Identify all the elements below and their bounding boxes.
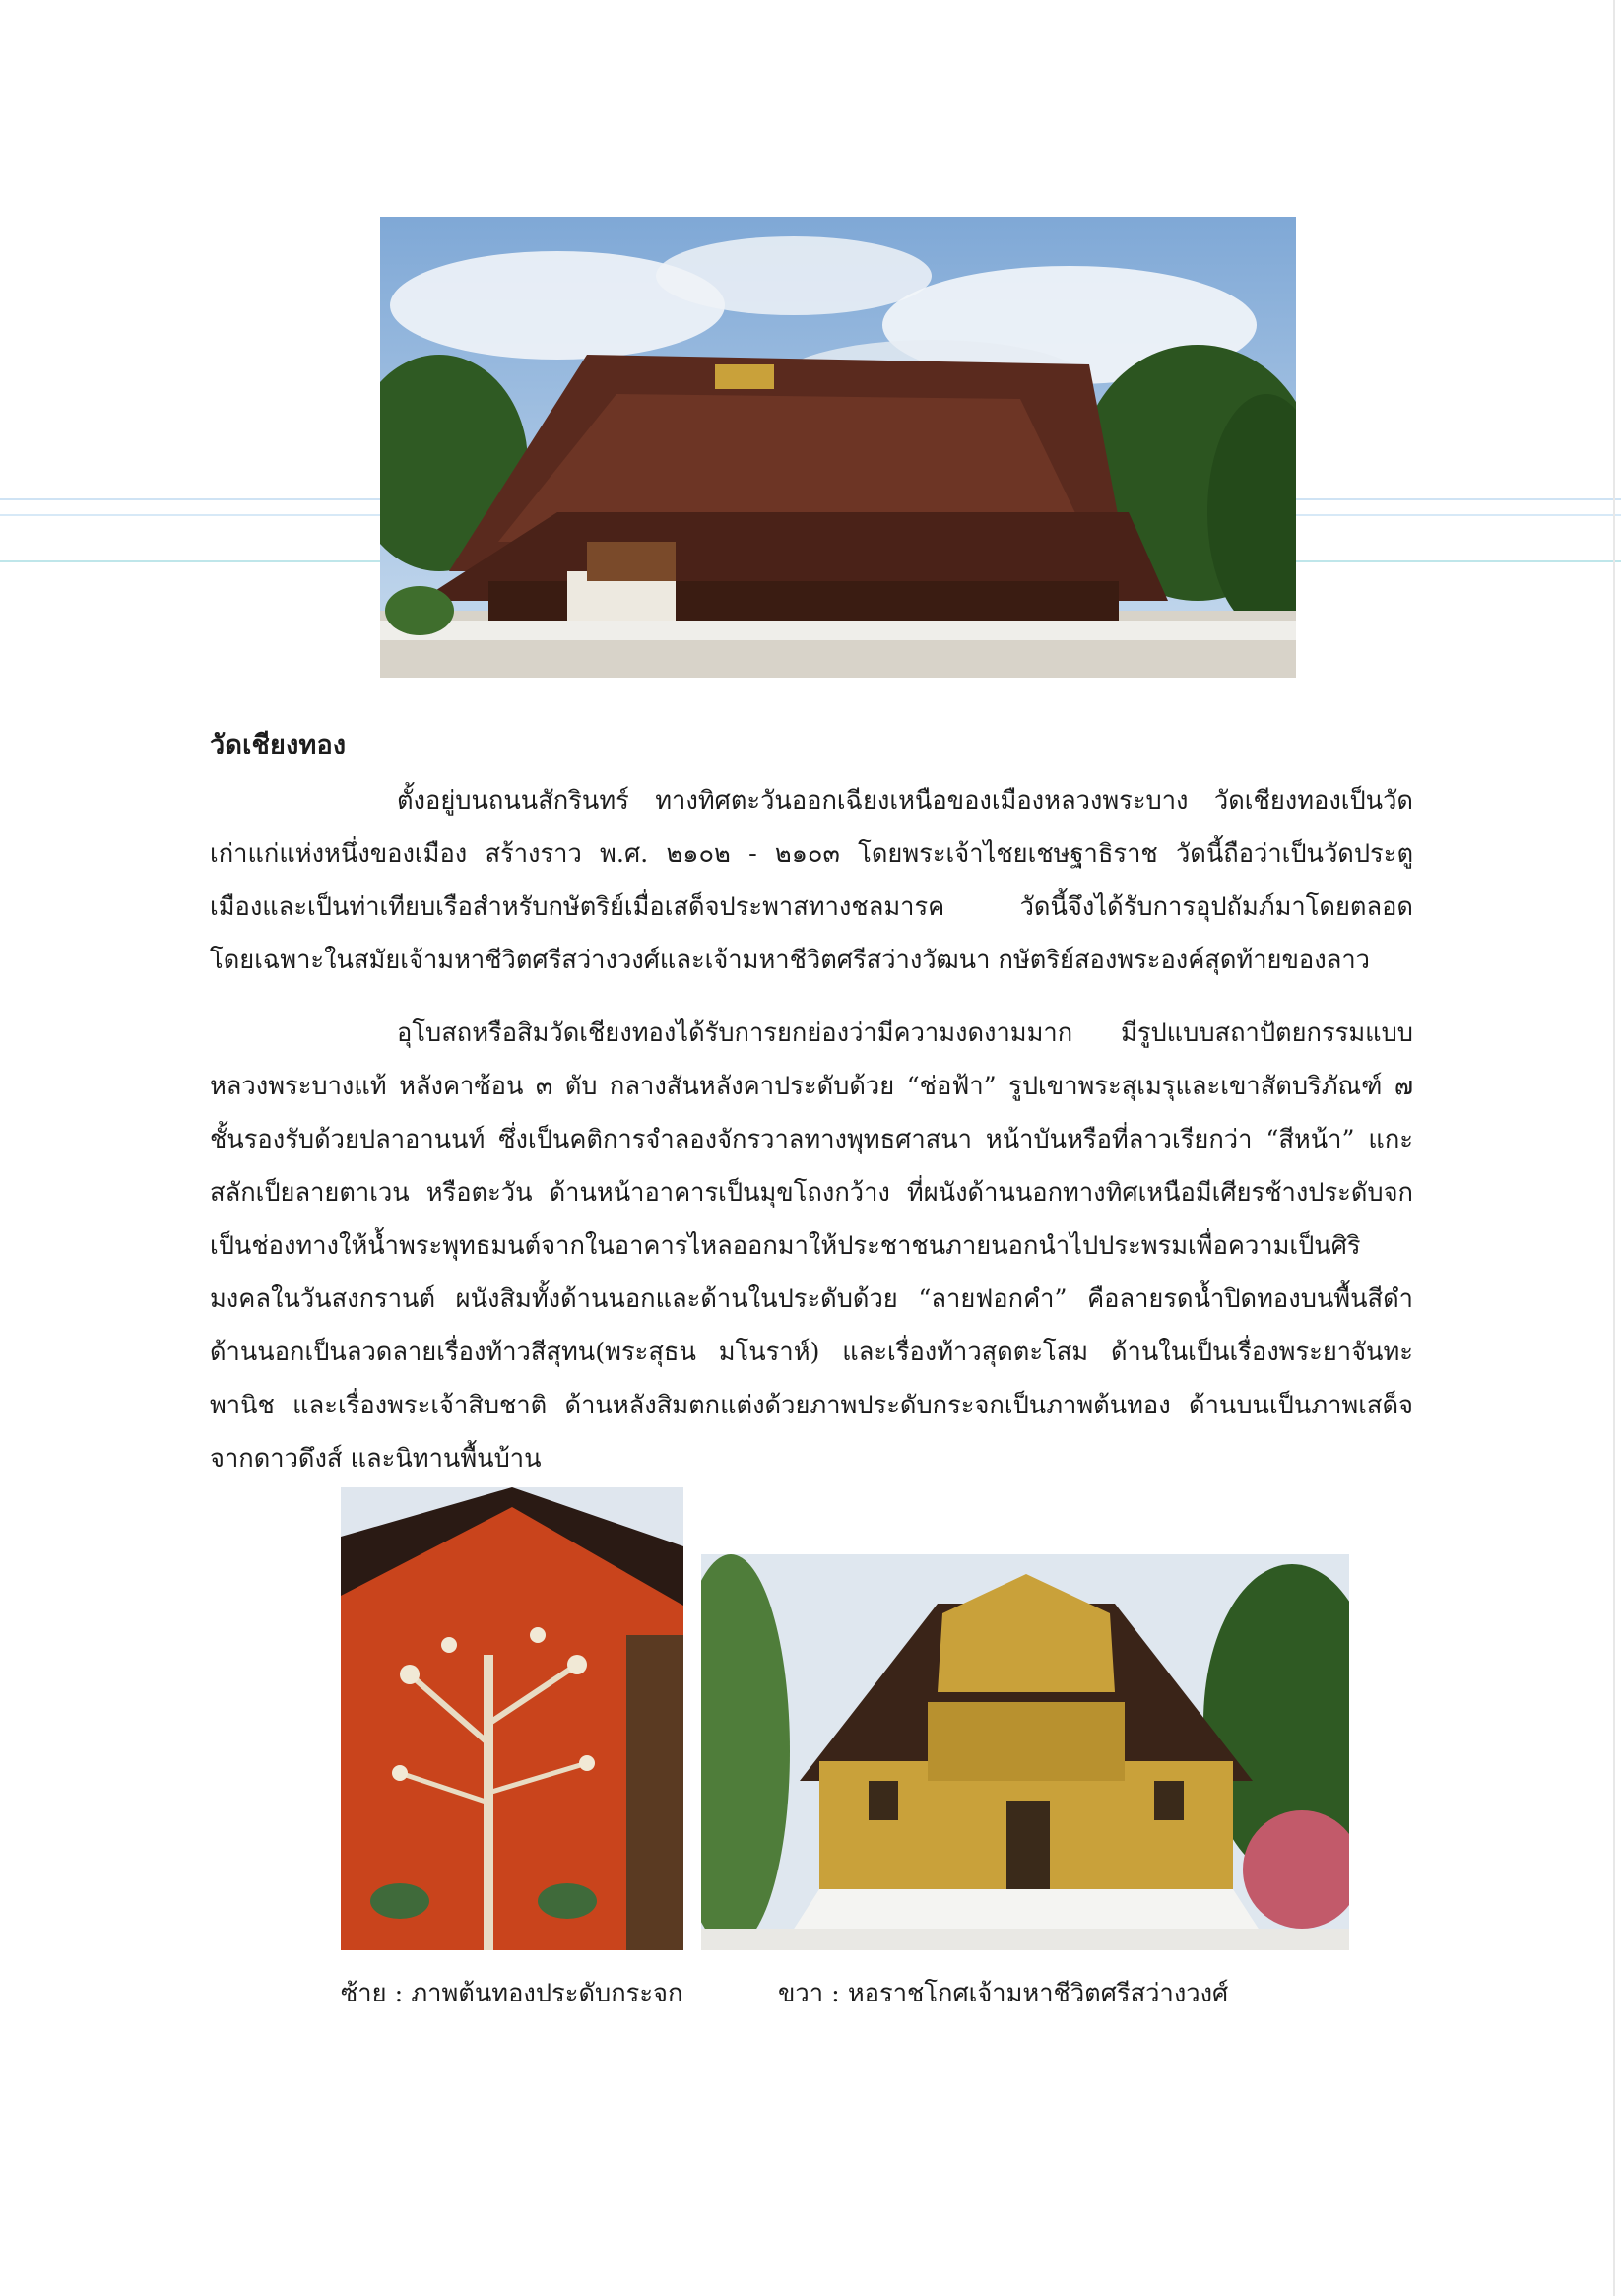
paragraph-line: โดยเฉพาะในสมัยเจ้ามหาชีวิตศรีสว่างวงศ์และเจ้ามหาชีวิตศรีสว่างวัฒนา กษัตริย์สองพระองค์สุดท้ายของลาว — [210, 946, 1370, 975]
paragraph-2 — [210, 1007, 1413, 1485]
paragraph-line: เมืองและเป็นท่าเทียบเรือสำหรับกษัตริย์เมื่อเสด็จประพาสทางชลมารค วัดนี้จึงได้รับการอุปถัมภ์มาโดยตลอด — [210, 892, 1413, 922]
paragraph-line: จากดาวดึงส์ และนิทานพื้นบ้าน — [210, 1444, 542, 1474]
mosaic-photo — [341, 1487, 683, 1950]
paragraph-line: มงคลในวันสงกรานต์ ผนังสิมทั้งด้านนอกและด้านในประดับด้วย “ลายฟอกคำ” คือลายรดน้ำปิดทองบนพื้นสีดำ — [210, 1284, 1413, 1314]
paragraph-line: ตั้งอยู่บนถนนสักรินทร์ ทางทิศตะวันออกเฉียงเหนือของเมืองหลวงพระบาง วัดเชียงทองเป็นวัด — [397, 786, 1413, 816]
paragraph-1 — [210, 774, 1413, 987]
paragraph-line: พานิช และเรื่องพระเจ้าสิบชาติ ด้านหลังสิมตกแต่งด้วยภาพประดับกระจกเป็นภาพต้นทอง ด้านบนเป็นภาพเสด็จ — [210, 1391, 1413, 1420]
paragraph-line: ชั้นรองรับด้วยปลาอานนท์ ซึ่งเป็นคติการจำลองจักรวาลทางพุทธศาสนา หน้าบันหรือที่ลาวเรียกว่า “สีหน้า” แกะ — [210, 1125, 1413, 1154]
paragraph-line: สลักเป็ยลายตาเวน หรือตะวัน ด้านหน้าอาคารเป็นมุขโถงกว้าง ที่ผนังด้านนอกทางทิศเหนือมีเศียรช้างประดับจก — [210, 1178, 1413, 1208]
paragraph-line: หลวงพระบางแท้ หลังคาซ้อน ๓ ตับ กลางสันหลังคาประดับด้วย “ช่อฟ้า” รูปเขาพระสุเมรุและเขาสัตบริภัณฑ์ ๗ — [210, 1072, 1413, 1101]
page-edge — [1613, 0, 1615, 2296]
caption-right: ขวา : หอราชโกศเจ้ามหาชีวิตศรีสว่างวงศ์ — [778, 1979, 1229, 2008]
caption-left: ซ้าย : ภาพต้นทองประดับกระจก — [341, 1979, 683, 2008]
temple-photo — [380, 217, 1296, 678]
paragraph-line: เก่าแก่แห่งหนึ่งของเมือง สร้างราว พ.ศ. ๒๑๐๒ - ๒๑๐๓ โดยพระเจ้าไชยเชษฐาธิราช วัดนี้ถือว่าเป็นวัดประตู — [210, 839, 1413, 869]
carriage-hall-photo — [701, 1554, 1349, 1950]
section-heading: วัดเชียงทอง — [210, 730, 347, 760]
paragraph-line: ด้านนอกเป็นลวดลายเรื่องท้าวสีสุทน(พระสุธน มโนราห์) และเรื่องท้าวสุดตะโสม ด้านในเป็นเรื่องพระยาจันทะ — [210, 1338, 1413, 1367]
paragraph-line: อุโบสถหรือสิมวัดเชียงทองได้รับการยกย่องว่ามีความงดงามมาก มีรูปแบบสถาปัตยกรรมแบบ — [397, 1018, 1413, 1048]
paragraph-line: เป็นช่องทางให้น้ำพระพุทธมนต์จากในอาคารไหลออกมาให้ประชาชนภายนอกนำไปประพรมเพื่อความเป็นศิริ — [210, 1231, 1361, 1261]
